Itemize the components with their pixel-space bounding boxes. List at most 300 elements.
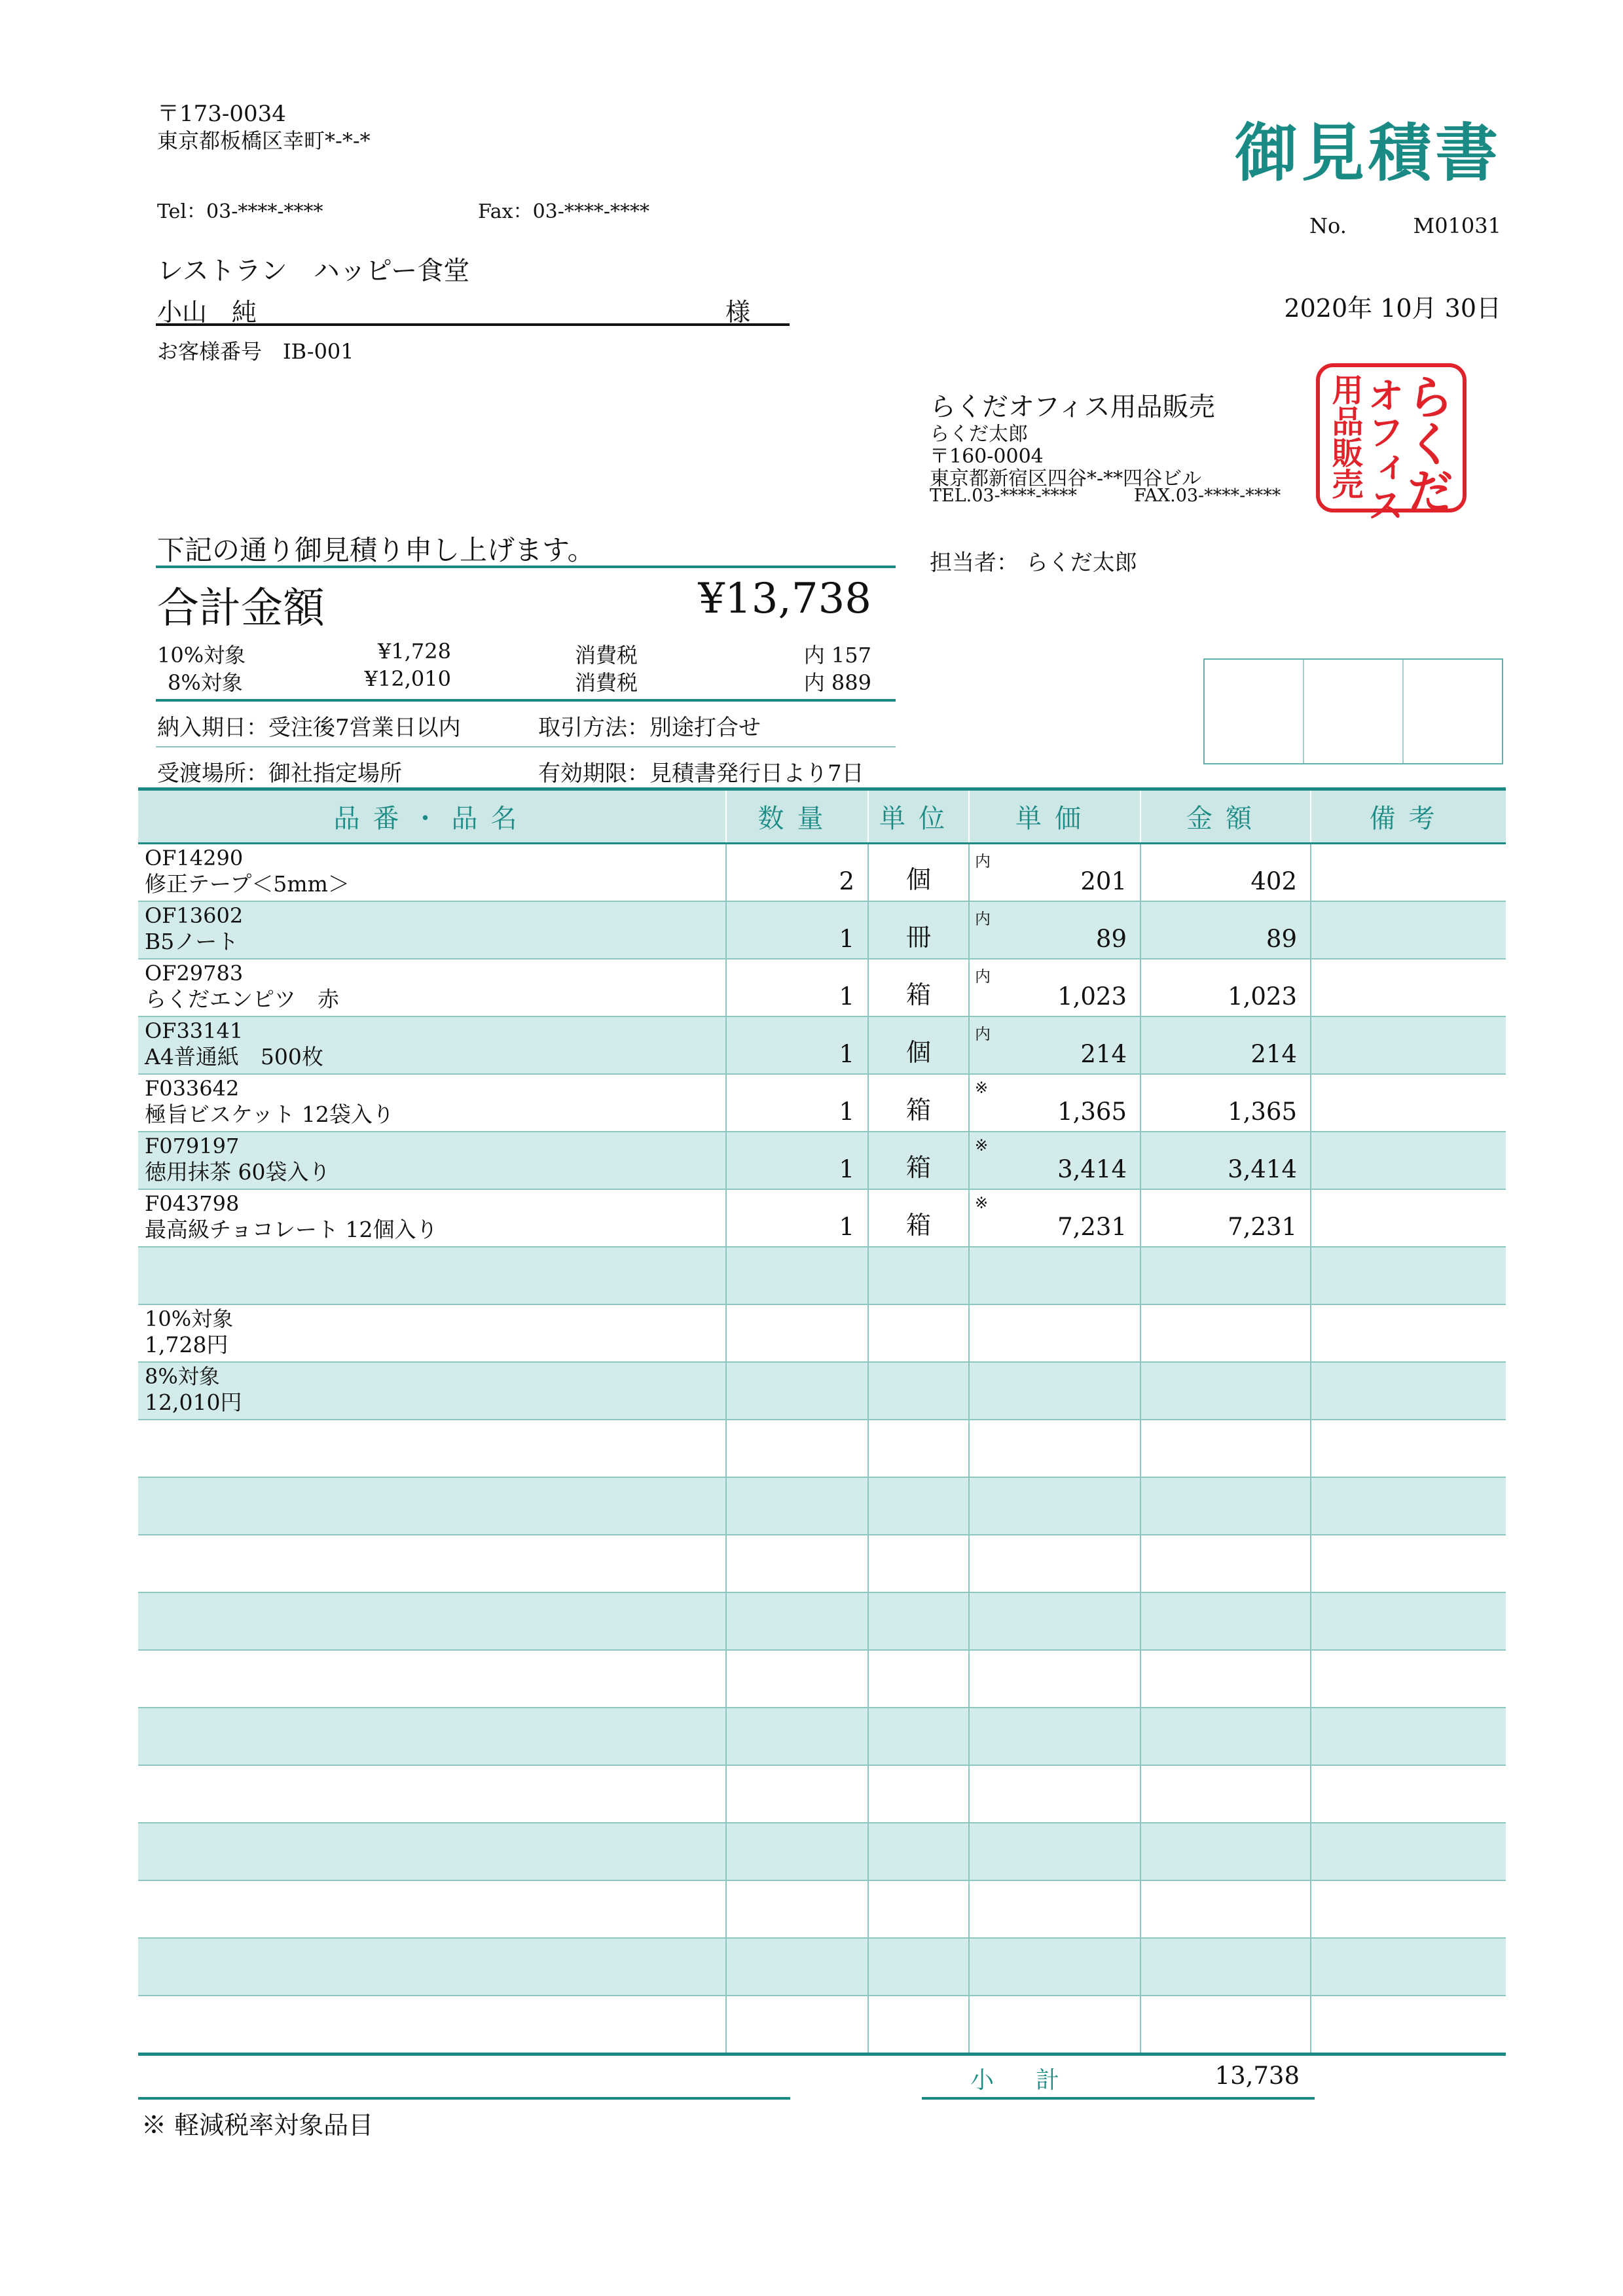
issue-date: 2020年 10月 30日	[1284, 294, 1501, 323]
item-unit: 箱	[905, 1153, 931, 1182]
table-row	[138, 1477, 1506, 1535]
item-cell	[138, 1074, 726, 1132]
unit-cell	[868, 1477, 969, 1535]
item-cell	[138, 1996, 726, 2054]
item-amount: 214	[1250, 1040, 1297, 1068]
item-amount: 3,414	[1228, 1155, 1297, 1183]
item-unit	[869, 1990, 968, 1995]
item-name	[138, 1762, 725, 1765]
item-name	[138, 1647, 725, 1649]
unit-cell	[868, 1074, 969, 1132]
unit-cell	[868, 844, 969, 902]
item-code: F043798	[145, 1191, 240, 1216]
customer-number: お客様番号 IB-001	[157, 339, 354, 364]
item-unit: 箱	[905, 1096, 931, 1124]
item-price	[970, 1990, 1140, 1995]
unit-cell	[868, 1304, 969, 1362]
item-cell	[138, 1016, 726, 1074]
item-price: 1,023	[1057, 982, 1127, 1011]
subtotal-amount: 13,738	[1214, 2062, 1300, 2090]
tax-10-amount: ¥1,728	[378, 639, 451, 664]
item-unit	[869, 1874, 968, 1880]
subtotal-label: 小 計	[970, 2067, 1069, 2094]
qty-cell	[726, 1535, 868, 1592]
issuer-postal: 〒160-0004	[930, 445, 1044, 468]
qty-cell	[726, 1189, 868, 1247]
qty-cell	[726, 1996, 868, 2054]
item-price: 214	[1080, 1040, 1127, 1068]
item-code: F033642	[145, 1076, 240, 1101]
item-unit	[869, 2047, 968, 2053]
stamp-line-3: 用品販売	[1326, 374, 1363, 499]
item-amount	[1141, 1414, 1310, 1419]
item-code: OF13602	[145, 903, 244, 928]
price-cell	[969, 1304, 1140, 1362]
tax-mark: 内	[975, 967, 991, 986]
item-qty: 1	[839, 925, 854, 953]
item-cell	[138, 1420, 726, 1477]
tax-underline	[156, 699, 896, 702]
tax-10-tax: 内 157	[803, 643, 871, 668]
price-cell	[969, 959, 1140, 1016]
qty-cell	[726, 1650, 868, 1708]
amount-cell	[1140, 1650, 1311, 1708]
item-price	[970, 1471, 1140, 1477]
price-cell	[969, 1823, 1140, 1880]
item-qty: 1	[839, 1040, 854, 1068]
item-cell	[138, 1708, 726, 1765]
qty-cell	[726, 959, 868, 1016]
tax-mark: 内	[975, 910, 991, 928]
footer-left-rule	[138, 2097, 790, 2100]
amount-cell	[1140, 1765, 1311, 1823]
unit-cell	[868, 1362, 969, 1420]
items-table	[138, 787, 1506, 2056]
item-cell	[138, 1132, 726, 1189]
qty-cell	[726, 1938, 868, 1996]
table-row	[138, 1189, 1506, 1247]
item-cell	[138, 1765, 726, 1823]
qty-cell	[726, 1016, 868, 1074]
price-cell	[969, 844, 1140, 902]
tax-8-amount: ¥12,010	[364, 666, 451, 691]
item-name: 修正テープ＜5mm＞	[145, 871, 350, 897]
item-cell	[138, 1362, 726, 1420]
unit-cell	[868, 1765, 969, 1823]
item-name	[138, 1820, 725, 1822]
qty-cell	[726, 1304, 868, 1362]
item-amount	[1141, 1644, 1310, 1649]
qty-cell	[726, 1765, 868, 1823]
delivery-place: 受渡場所：御社指定場所	[157, 761, 402, 787]
item-cell	[138, 1304, 726, 1362]
column-header-unit: 単位	[868, 789, 969, 844]
item-amount	[1141, 1874, 1310, 1880]
item-amount	[1141, 2047, 1310, 2053]
issuer-person: らくだ太郎	[930, 423, 1028, 446]
notes-cell	[1311, 1765, 1506, 1823]
item-qty: 2	[839, 867, 854, 895]
price-cell	[969, 1247, 1140, 1304]
item-name	[138, 1474, 725, 1477]
item-price	[970, 1299, 1140, 1304]
item-cell	[138, 844, 726, 902]
item-name: らくだエンピツ 赤	[145, 986, 339, 1012]
item-qty	[727, 1817, 867, 1822]
terms-divider	[156, 746, 896, 747]
doc-number: M01031	[1413, 213, 1501, 238]
item-unit: 個	[905, 865, 931, 894]
unit-cell	[868, 1592, 969, 1650]
price-cell	[969, 1765, 1140, 1823]
item-amount	[1141, 1990, 1310, 1995]
item-qty	[727, 1644, 867, 1649]
item-qty	[727, 1932, 867, 1937]
item-price	[970, 1932, 1140, 1937]
item-qty	[727, 1299, 867, 1304]
unit-cell	[868, 1880, 969, 1938]
qty-cell	[726, 901, 868, 959]
item-name: 極旨ビスケット 12袋入り	[145, 1102, 394, 1127]
item-cell	[138, 1823, 726, 1880]
item-unit	[869, 1587, 968, 1592]
issuer-tel: TEL.03-****-****	[930, 486, 1077, 506]
column-header-notes: 備考	[1311, 789, 1506, 844]
item-unit	[869, 1356, 968, 1361]
table-row	[138, 1132, 1506, 1189]
tax-mark: ※	[975, 1136, 989, 1155]
item-price: 1,365	[1057, 1098, 1127, 1126]
qty-cell	[726, 1074, 868, 1132]
payment-method: 取引方法：別途打合せ	[538, 715, 761, 741]
issuer-address: 東京都新宿区四谷*-**四谷ビル	[930, 467, 1202, 490]
item-qty: 1	[839, 1098, 854, 1126]
item-unit	[869, 1702, 968, 1707]
qty-cell	[726, 1132, 868, 1189]
approval-box	[1404, 660, 1502, 763]
notes-cell	[1311, 901, 1506, 959]
item-amount	[1141, 1529, 1310, 1534]
item-qty	[727, 1587, 867, 1592]
contact-person: 担当者： らくだ太郎	[930, 550, 1137, 576]
intro-text: 下記の通り御見積り申し上げます。	[157, 534, 595, 566]
notes-cell	[1311, 1074, 1506, 1132]
amount-cell	[1140, 1938, 1311, 1996]
item-qty	[727, 2047, 867, 2053]
item-price: 3,414	[1057, 1155, 1127, 1183]
amount-cell	[1140, 1362, 1311, 1420]
item-price	[970, 1529, 1140, 1534]
approval-box	[1304, 660, 1404, 763]
approval-box	[1205, 660, 1304, 763]
amount-cell	[1140, 1016, 1311, 1074]
amount-cell	[1140, 1304, 1311, 1362]
table-row	[138, 1996, 1506, 2054]
price-cell	[969, 901, 1140, 959]
doc-number-label: No.	[1309, 213, 1347, 238]
item-price: 89	[1095, 925, 1127, 953]
notes-cell	[1311, 1996, 1506, 2054]
item-amount	[1141, 1471, 1310, 1477]
tax-mark: 内	[975, 1025, 991, 1043]
approval-boxes	[1203, 658, 1503, 764]
total-label: 合計金額	[157, 584, 325, 633]
item-cell	[138, 1535, 726, 1592]
notes-cell	[1311, 1189, 1506, 1247]
amount-cell	[1140, 1708, 1311, 1765]
price-cell	[969, 1996, 1140, 2054]
column-header-qty: 数量	[726, 789, 868, 844]
item-price	[970, 1817, 1140, 1822]
item-name	[138, 1877, 725, 1880]
subtotal-underline	[922, 2097, 1315, 2100]
company-seal-stamp	[1316, 363, 1467, 523]
tax-10-tax-label: 消費税	[575, 643, 638, 668]
client-fax: Fax：03-****-****	[478, 200, 650, 223]
item-name	[138, 1704, 725, 1707]
unit-cell	[868, 1132, 969, 1189]
item-amount: 89	[1266, 925, 1297, 953]
price-cell	[969, 1132, 1140, 1189]
item-unit	[869, 1414, 968, 1419]
notes-cell	[1311, 1247, 1506, 1304]
price-cell	[969, 1477, 1140, 1535]
client-tel: Tel：03-****-****	[157, 200, 323, 223]
unit-cell	[868, 959, 969, 1016]
column-header-item: 品番・品名	[138, 789, 726, 844]
item-qty: 1	[839, 1213, 854, 1241]
item-qty	[727, 1990, 867, 1995]
notes-cell	[1311, 1708, 1506, 1765]
item-price	[970, 1874, 1140, 1880]
amount-cell	[1140, 959, 1311, 1016]
amount-cell	[1140, 1189, 1311, 1247]
price-cell	[969, 1650, 1140, 1708]
item-amount	[1141, 1932, 1310, 1937]
price-cell	[969, 1938, 1140, 1996]
item-price	[970, 2047, 1140, 2053]
item-code: 8%対象	[145, 1364, 220, 1389]
item-unit	[869, 1932, 968, 1937]
item-qty	[727, 1874, 867, 1880]
amount-cell	[1140, 1247, 1311, 1304]
tax-mark: ※	[975, 1079, 989, 1097]
item-name	[138, 1935, 725, 1937]
item-qty	[727, 1529, 867, 1534]
table-row	[138, 901, 1506, 959]
amount-cell	[1140, 1592, 1311, 1650]
item-qty	[727, 1759, 867, 1765]
tax-8-label: 8%対象	[168, 670, 243, 695]
notes-cell	[1311, 1535, 1506, 1592]
item-code: OF29783	[145, 961, 244, 986]
table-row	[138, 1362, 1506, 1420]
item-cell	[138, 1247, 726, 1304]
table-row	[138, 1880, 1506, 1938]
table-row	[138, 959, 1506, 1016]
item-cell	[138, 1189, 726, 1247]
table-row	[138, 1592, 1506, 1650]
unit-cell	[868, 1650, 969, 1708]
item-price	[970, 1644, 1140, 1649]
table-row	[138, 844, 1506, 902]
notes-cell	[1311, 1477, 1506, 1535]
table-row	[138, 1765, 1506, 1823]
page-title: 御見積書	[1235, 117, 1502, 190]
item-name	[138, 2050, 725, 2053]
unit-cell	[868, 1938, 969, 1996]
item-unit: 箱	[905, 1211, 931, 1240]
price-cell	[969, 1362, 1140, 1420]
item-unit: 箱	[905, 980, 931, 1009]
price-cell	[969, 1420, 1140, 1477]
table-row	[138, 1823, 1506, 1880]
notes-cell	[1311, 1420, 1506, 1477]
unit-cell	[868, 1016, 969, 1074]
table-row	[138, 1535, 1506, 1592]
item-unit: 個	[905, 1038, 931, 1067]
amount-cell	[1140, 1477, 1311, 1535]
notes-cell	[1311, 1362, 1506, 1420]
item-price	[970, 1702, 1140, 1707]
notes-cell	[1311, 1016, 1506, 1074]
table-row	[138, 1016, 1506, 1074]
item-qty	[727, 1702, 867, 1707]
item-price	[970, 1356, 1140, 1361]
price-cell	[969, 1592, 1140, 1650]
unit-cell	[868, 1420, 969, 1477]
unit-cell	[868, 901, 969, 959]
item-unit	[869, 1529, 968, 1534]
qty-cell	[726, 1362, 868, 1420]
amount-cell	[1140, 1996, 1311, 2054]
item-amount	[1141, 1817, 1310, 1822]
amount-cell	[1140, 1132, 1311, 1189]
qty-cell	[726, 1420, 868, 1477]
qty-cell	[726, 1592, 868, 1650]
tax-mark: ※	[975, 1194, 989, 1212]
item-unit	[869, 1644, 968, 1649]
notes-cell	[1311, 844, 1506, 902]
amount-cell	[1140, 1535, 1311, 1592]
qty-cell	[726, 1823, 868, 1880]
item-qty: 1	[839, 982, 854, 1011]
item-unit	[869, 1759, 968, 1765]
notes-cell	[1311, 1132, 1506, 1189]
tax-8-tax-label: 消費税	[575, 670, 638, 695]
table-row	[138, 1420, 1506, 1477]
notes-cell	[1311, 1650, 1506, 1708]
item-name	[138, 1589, 725, 1592]
item-amount	[1141, 1702, 1310, 1707]
client-company: レストラン ハッピー食堂	[157, 256, 470, 286]
price-cell	[969, 1535, 1140, 1592]
item-amount: 1,365	[1228, 1098, 1297, 1126]
item-qty	[727, 1414, 867, 1419]
client-person: 小山 純	[157, 298, 257, 327]
stamp-line-1: らくだ	[1399, 372, 1454, 514]
item-price	[970, 1414, 1140, 1419]
item-cell	[138, 1650, 726, 1708]
price-cell	[969, 1189, 1140, 1247]
tax-10-label: 10%対象	[157, 643, 246, 668]
qty-cell	[726, 1477, 868, 1535]
validity-period: 有効期限：見積書発行日より7日	[538, 761, 864, 787]
price-cell	[969, 1074, 1140, 1132]
unit-cell	[868, 1535, 969, 1592]
price-cell	[969, 1880, 1140, 1938]
item-amount	[1141, 1299, 1310, 1304]
amount-cell	[1140, 1880, 1311, 1938]
stamp-line-2: オフィス	[1362, 376, 1404, 523]
item-unit	[869, 1817, 968, 1822]
amount-cell	[1140, 844, 1311, 902]
item-cell	[138, 1880, 726, 1938]
table-row	[138, 1708, 1506, 1765]
item-qty	[727, 1471, 867, 1477]
item-price: 7,231	[1057, 1213, 1127, 1241]
item-name	[138, 1992, 725, 1995]
item-price	[970, 1759, 1140, 1765]
issuer-fax: FAX.03-****-****	[1134, 486, 1281, 506]
item-code: OF33141	[145, 1018, 244, 1043]
intro-underline	[156, 565, 896, 568]
notes-cell	[1311, 1592, 1506, 1650]
item-name: A4普通紙 500枚	[145, 1044, 323, 1069]
unit-cell	[868, 1247, 969, 1304]
item-name	[138, 1532, 725, 1534]
table-row	[138, 1074, 1506, 1132]
qty-cell	[726, 1880, 868, 1938]
item-code: F079197	[145, 1134, 240, 1158]
item-amount	[1141, 1587, 1310, 1592]
notes-cell	[1311, 1880, 1506, 1938]
item-price	[970, 1587, 1140, 1592]
item-name: 徳用抹茶 60袋入り	[145, 1159, 331, 1185]
item-amount: 1,023	[1228, 982, 1297, 1011]
notes-cell	[1311, 1938, 1506, 1996]
client-postal: 〒173-0034	[157, 101, 286, 127]
item-unit	[869, 1299, 968, 1304]
table-row	[138, 1650, 1506, 1708]
item-cell	[138, 959, 726, 1016]
table-row	[138, 1938, 1506, 1996]
unit-cell	[868, 1189, 969, 1247]
item-amount: 402	[1250, 867, 1297, 895]
table-header-row	[138, 789, 1506, 844]
column-header-price: 単価	[969, 789, 1140, 844]
item-price: 201	[1080, 867, 1127, 895]
footnote: ※ 軽減税率対象品目	[141, 2111, 374, 2140]
table-row	[138, 1304, 1506, 1362]
item-unit	[869, 1471, 968, 1477]
price-cell	[969, 1016, 1140, 1074]
item-cell	[138, 901, 726, 959]
table-row	[138, 1247, 1506, 1304]
column-header-amount: 金額	[1140, 789, 1311, 844]
unit-cell	[868, 1996, 969, 2054]
unit-cell	[868, 1823, 969, 1880]
issuer-company: らくだオフィス用品販売	[930, 392, 1215, 422]
item-amount: 7,231	[1228, 1213, 1297, 1241]
client-honorific: 様	[725, 298, 751, 327]
item-name: 12,010円	[145, 1390, 242, 1415]
qty-cell	[726, 844, 868, 902]
client-address: 東京都板橋区幸町*-*-*	[157, 128, 371, 153]
item-qty: 1	[839, 1155, 854, 1183]
delivery-term: 納入期日：受注後7営業日以内	[157, 715, 461, 741]
item-qty	[727, 1356, 867, 1361]
